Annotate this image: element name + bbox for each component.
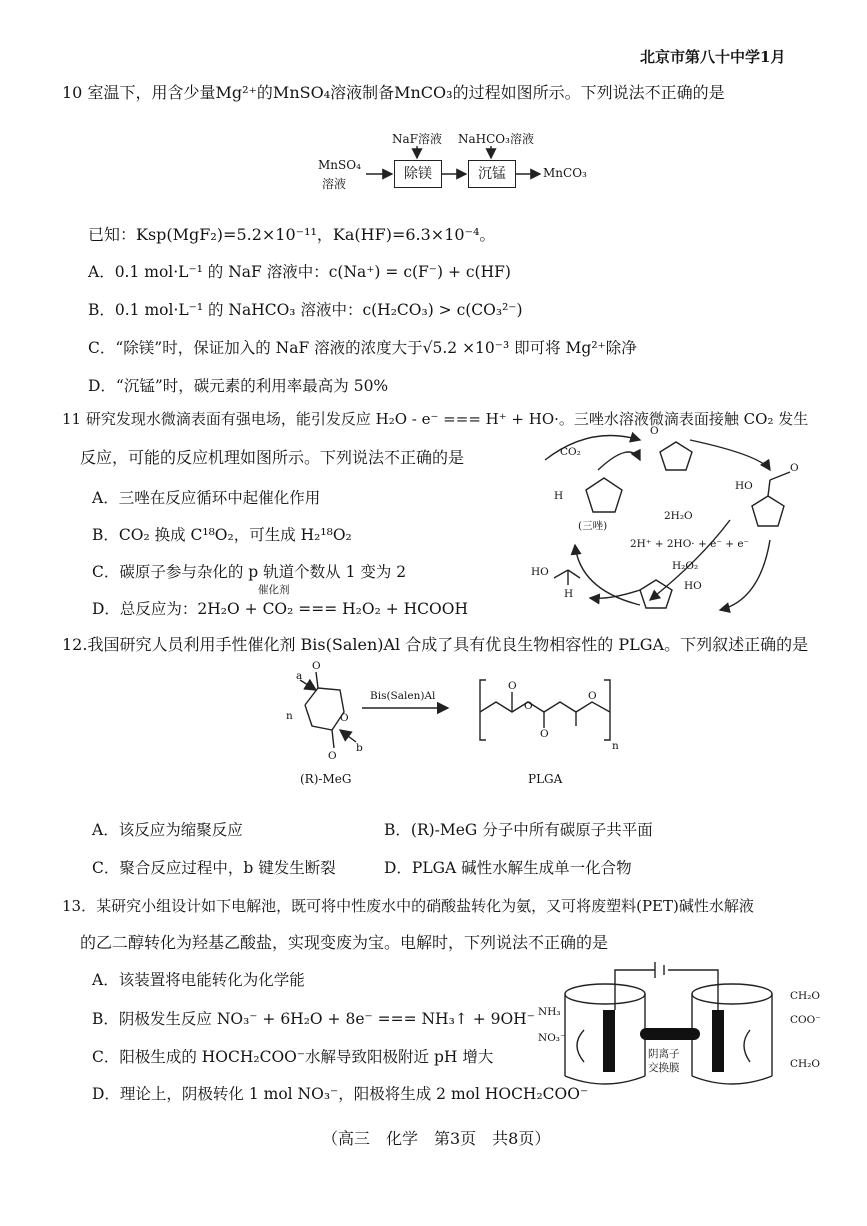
q11-option-c: C．碳原子参与杂化的 p 轨道个数从 1 变为 2: [92, 563, 407, 581]
monomer-name: (R)-MeG: [300, 772, 352, 786]
mech-o-top: O: [650, 425, 659, 437]
flow-reagent-nahco3: NaHCO₃溶液: [458, 132, 534, 146]
q13-option-c: C．阳极生成的 HOCH₂COO⁻水解导致阳极附近 pH 增大: [92, 1048, 494, 1066]
q11-stem-line1: 11 研究发现水微滴表面有强电场，能引发反应 H₂O - e⁻ === H⁺ + HO·。三唑水溶液微滴表面接触 CO₂ 发生: [62, 410, 809, 428]
cell-nh3: NH₃: [538, 1006, 561, 1018]
q13-option-d: D．理论上，阴极转化 1 mol NO₃⁻，阳极将生成 2 mol HOCH₂COO⁻: [92, 1085, 589, 1103]
mech-ho-right: HO: [735, 480, 753, 492]
polymer-name: PLGA: [528, 772, 563, 786]
polymer-n: n: [612, 740, 619, 752]
q13-stem-line2: 的乙二醇转化为羟基乙酸盐，实现变废为宝。电解时，下列说法不正确的是: [80, 933, 609, 952]
catalyst-name: Bis(Salen)Al: [370, 690, 436, 702]
mech-h-formic: H: [564, 588, 574, 600]
school-header: 北京市第八十中学1月: [640, 48, 786, 66]
label-a: a: [296, 670, 303, 682]
mech-ho-formic: HO: [531, 566, 549, 578]
mech-center-species: 2H⁺ + 2HO· + e⁻ + e⁻: [630, 538, 750, 550]
mech-o-right: O: [790, 462, 799, 474]
flow-input-line2: 溶液: [322, 177, 347, 191]
mech-triazole-label: (三唑): [578, 520, 608, 532]
q10-option-b: B．0.1 mol·L⁻¹ 的 NaHCO₃ 溶液中：c(H₂CO₃) > c(CO₃²⁻): [88, 301, 523, 319]
polymer-o-bottom: O: [540, 728, 549, 740]
q12-stem: 12.我国研究人员利用手性催化剂 Bis(Salen)Al 合成了具有优良生物相容性的 PLGA。下列叙述正确的是: [62, 635, 809, 654]
q12-option-a: A．该反应为缩聚反应: [92, 821, 243, 839]
flow-box-precipitate: 沉锰: [468, 160, 516, 188]
q10-option-a: A．0.1 mol·L⁻¹ 的 NaF 溶液中：c(Na⁺) = c(F⁻) + c(HF): [88, 263, 511, 281]
mech-h2o: 2H₂O: [664, 510, 693, 522]
cell-no3: NO₃⁻: [538, 1032, 566, 1044]
q10-stem: 10 室温下，用含少量Mg²⁺的MnSO₄溶液制备MnCO₃的过程如图所示。下列说法不正确的是: [62, 83, 725, 102]
mech-co2: CO₂: [560, 446, 581, 458]
flow-input-line1: MnSO₄: [318, 158, 361, 172]
q11-option-a: A．三唑在反应循环中起催化作用: [92, 489, 321, 507]
q12-option-b: B．(R)-MeG 分子中所有碳原子共平面: [384, 821, 653, 839]
polymer-o-top: O: [508, 680, 517, 692]
q10-option-d: D．“沉锰”时，碳元素的利用率最高为 50%: [88, 377, 389, 395]
membrane-label-1: 阴离子: [648, 1048, 680, 1060]
q13-stem-line1: 13．某研究小组设计如下电解池，既可将中性废水中的硝酸盐转化为氨，又可将废塑料(PET)碱性水解液: [62, 897, 754, 915]
flow-reagent-naf: NaF溶液: [392, 132, 442, 146]
label-n-left: n: [286, 710, 293, 722]
mech-h2o2: H₂O₂: [672, 560, 699, 572]
mech-h-left: H: [554, 490, 564, 502]
q10-known: 已知：Ksp(MgF₂)=5.2×10⁻¹¹，Ka(HF)=6.3×10⁻⁴。: [88, 225, 496, 244]
q11-catalyst-label: 催化剂: [258, 584, 290, 596]
label-o-bottom: O: [328, 750, 337, 762]
label-b: b: [356, 742, 363, 754]
label-o-mid: O: [340, 712, 349, 724]
page-footer: （高三 化学 第3页 共8页）: [322, 1129, 551, 1148]
cell-right-1: CH₂O: [790, 990, 821, 1002]
polymer-o-chain2: O: [588, 690, 597, 702]
flow-box-demagnesium: 除镁: [394, 160, 442, 188]
cell-right-2: COO⁻: [790, 1014, 821, 1026]
q11-option-d: D．总反应为：2H₂O + CO₂ === H₂O₂ + HCOOH: [92, 600, 468, 618]
mech-ho-bottom: HO: [684, 580, 702, 592]
flow-product: MnCO₃: [543, 166, 587, 180]
polymer-o-chain1: O: [524, 700, 533, 712]
q13-option-b: B．阴极发生反应 NO₃⁻ + 6H₂O + 8e⁻ === NH₃↑ + 9OH⁻: [92, 1010, 535, 1028]
q12-option-d: D．PLGA 碱性水解生成单一化合物: [384, 859, 632, 877]
q11-stem-line2: 反应，可能的反应机理如图所示。下列说法不正确的是: [80, 448, 465, 467]
membrane-label-2: 交换膜: [648, 1062, 680, 1074]
q13-option-a: A．该装置将电能转化为化学能: [92, 971, 305, 989]
cell-right-3: CH₂O: [790, 1058, 821, 1070]
q12-option-c: C．聚合反应过程中，b 键发生断裂: [92, 859, 336, 877]
label-o-top: O: [312, 660, 321, 672]
q10-option-c: C．“除镁”时，保证加入的 NaF 溶液的浓度大于√5.2 ×10⁻³ 即可将 Mg²⁺除净: [88, 339, 637, 357]
q11-option-b: B．CO₂ 换成 C¹⁸O₂，可生成 H₂¹⁸O₂: [92, 526, 352, 544]
